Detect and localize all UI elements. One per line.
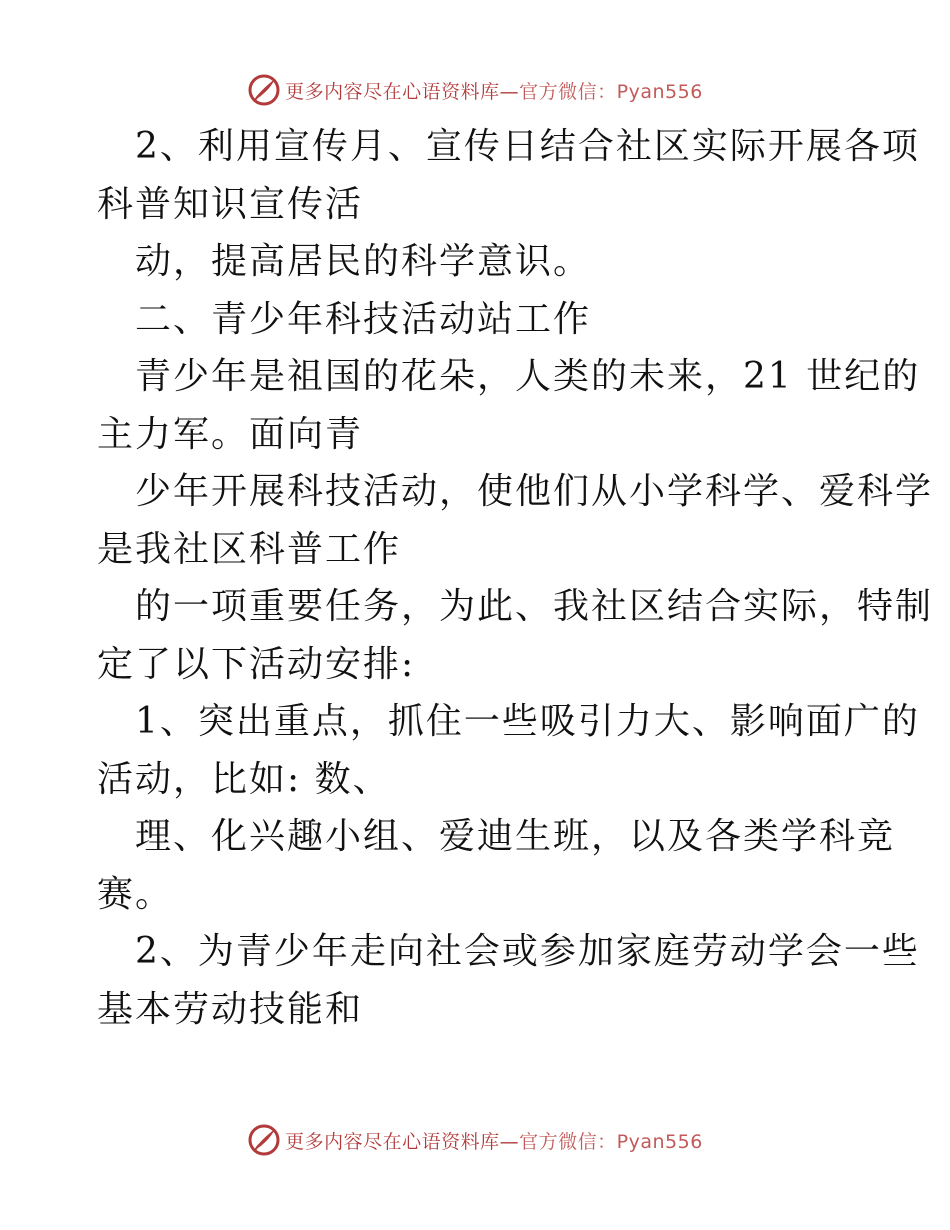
header-banner bbox=[0, 70, 950, 110]
body-line: 动，提高居民的科学意识。 bbox=[135, 241, 592, 282]
quill-pen-logo-icon bbox=[247, 1123, 281, 1157]
body-line: 2、为青少年走向社会或参加家庭劳动学会一些 bbox=[135, 931, 920, 972]
body-line: 是我社区科普工作 bbox=[97, 528, 402, 570]
body-line: 青少年是祖国的花朵，人类的未来，21 世纪的 bbox=[135, 356, 921, 397]
body-line: 1、突出重点，抓住一些吸引力大、影响面广的 bbox=[135, 701, 920, 742]
document-body bbox=[97, 118, 934, 1038]
footer-banner-text: 更多内容尽在心语资料库—官方微信：Pyan556 bbox=[285, 1130, 703, 1153]
body-line: 基本劳动技能和 bbox=[97, 988, 364, 1030]
body-line: 定了以下活动安排: bbox=[97, 643, 416, 685]
body-line: 的一项重要任务，为此、我社区结合实际，特制 bbox=[135, 586, 934, 627]
header-wechat-text: 官方微信：Pyan556 bbox=[519, 80, 703, 103]
body-line: 理、化兴趣小组、爱迪生班，以及各类学科竞 bbox=[135, 816, 896, 857]
body-line: 活动，比如: 数、 bbox=[97, 758, 391, 800]
body-line: 科普知识宣传活 bbox=[97, 183, 364, 225]
footer-banner bbox=[0, 1120, 950, 1160]
quill-pen-logo-icon bbox=[247, 73, 281, 107]
body-line: 赛。 bbox=[97, 873, 174, 915]
body-line: 2、利用宣传月、宣传日结合社区实际开展各项 bbox=[135, 126, 920, 167]
footer-wechat-text: 官方微信：Pyan556 bbox=[519, 1130, 703, 1153]
body-line: 少年开展科技活动，使他们从小学科学、爱科学 bbox=[135, 471, 934, 512]
header-banner-text: 更多内容尽在心语资料库—官方微信：Pyan556 bbox=[285, 80, 703, 103]
section-heading: 二、青少年科技活动站工作 bbox=[135, 298, 592, 340]
body-line: 主力军。面向青 bbox=[97, 413, 364, 455]
